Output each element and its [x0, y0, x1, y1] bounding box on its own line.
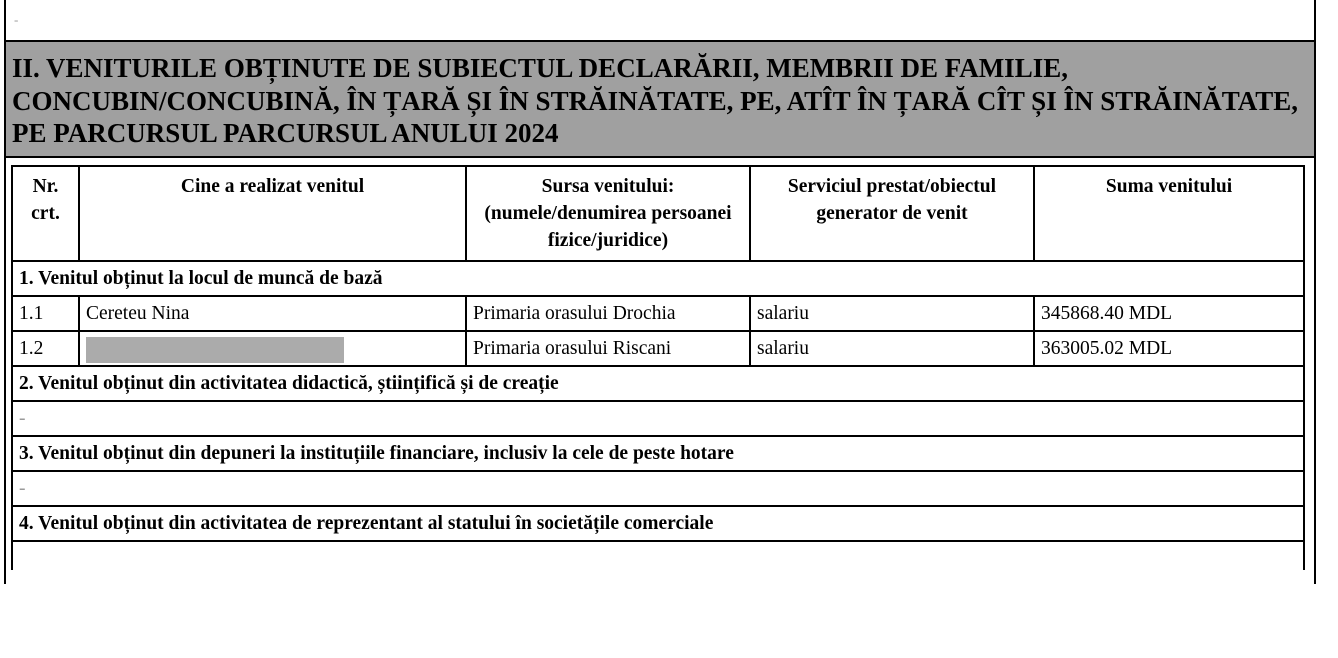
group-row: [12, 506, 1304, 541]
header-who: Cine a realizat venitul: [79, 166, 466, 261]
group-title-1: 1. Venitul obținut la locul de muncă de bază: [12, 261, 1304, 296]
group-title-3: 3. Venitul obținut din depuneri la instituțiile financiare, inclusiv la cele de peste hotare: [12, 436, 1304, 471]
group-row: [12, 366, 1304, 401]
row-amount: 345868.40 MDL: [1034, 296, 1304, 331]
redaction-block: [86, 337, 344, 363]
row-source: Primaria orasului Riscani: [466, 331, 750, 366]
table-header-row: [12, 166, 1304, 261]
row-nr: 1.2: [12, 331, 79, 366]
empty-row: [12, 471, 1304, 506]
previous-section-placeholder: [6, 0, 1314, 42]
empty-row: [12, 541, 1304, 570]
empty-row: [12, 401, 1304, 436]
row-service: salariu: [750, 296, 1034, 331]
empty-placeholder-dash: -: [14, 12, 19, 27]
empty-placeholder-dash: -: [12, 401, 1304, 436]
header-nr: Nr. crt.: [12, 166, 79, 261]
row-service: salariu: [750, 331, 1034, 366]
empty-cell: [12, 541, 1304, 570]
row-who: Cereteu Nina: [79, 296, 466, 331]
income-table: [11, 165, 1305, 570]
section-header: [6, 42, 1314, 158]
header-source: Sursa venitului: (numele/denumirea persoanei fizice/juridice): [466, 166, 750, 261]
group-row: [12, 261, 1304, 296]
group-row: [12, 436, 1304, 471]
empty-placeholder-dash: -: [12, 471, 1304, 506]
section-title: II. VENITURILE OBȚINUTE DE SUBIECTUL DECLARĂRII, MEMBRII DE FAMILIE, CONCUBIN/CONCUBINĂ, ÎN ȚARĂ ȘI ÎN STRĂINĂTATE, PE, ATÎT ÎN ȚARĂ CÎT ȘI ÎN STRĂINĂTATE, PE PARCURSUL PARCURSUL ANULUI 2024: [12, 53, 1299, 148]
row-source: Primaria orasului Drochia: [466, 296, 750, 331]
group-title-2: 2. Venitul obținut din activitatea didactică, științifică și de creație: [12, 366, 1304, 401]
row-nr: 1.1: [12, 296, 79, 331]
group-title-4: 4. Venitul obținut din activitatea de reprezentant al statului în societățile comerciale: [12, 506, 1304, 541]
header-amount: Suma venitului: [1034, 166, 1304, 261]
row-who-redacted: [79, 331, 466, 366]
table-row: [12, 296, 1304, 331]
header-service: Serviciul prestat/obiectul generator de venit: [750, 166, 1034, 261]
row-amount: 363005.02 MDL: [1034, 331, 1304, 366]
table-row: [12, 331, 1304, 366]
